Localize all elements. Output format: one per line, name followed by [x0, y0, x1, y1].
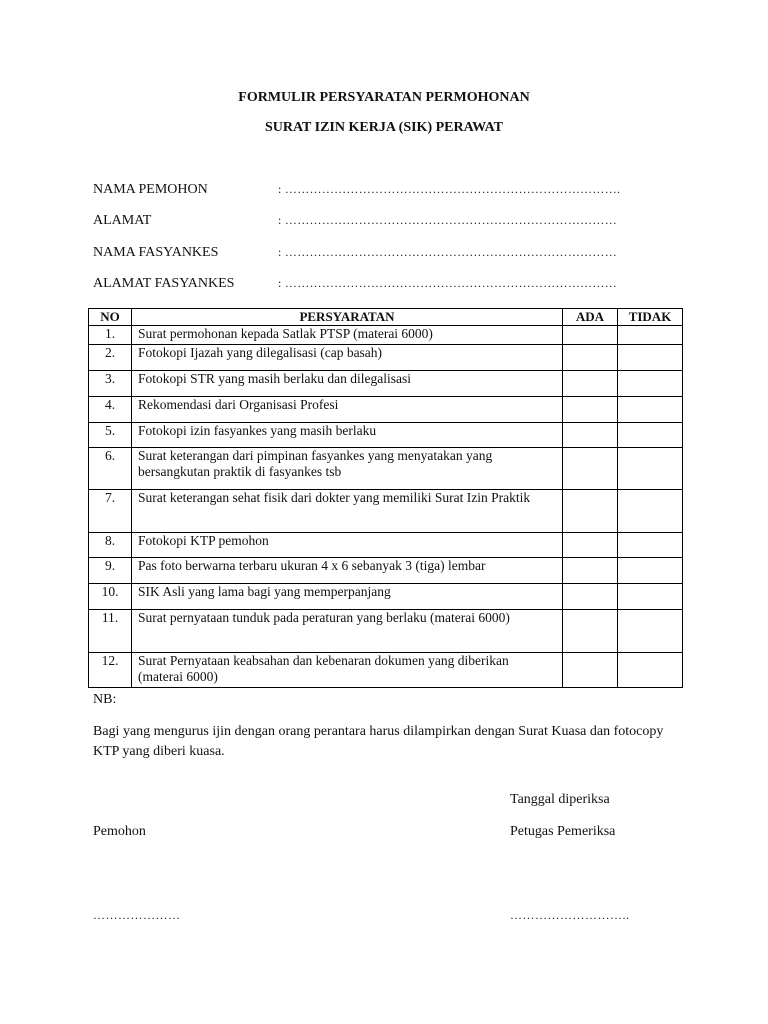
field-label: ALAMAT FASYANKES	[93, 276, 235, 291]
requirements-table	[88, 308, 683, 688]
tidak-checkbox-cell[interactable]	[618, 326, 683, 345]
ada-checkbox-cell[interactable]	[563, 533, 618, 558]
table-row	[89, 423, 683, 448]
table-header-row	[89, 309, 683, 326]
table-row	[89, 558, 683, 584]
nb-label: NB:	[93, 692, 117, 707]
field-alamat	[93, 213, 617, 229]
ada-checkbox-cell[interactable]	[563, 448, 618, 490]
table-row	[89, 397, 683, 423]
table-row	[89, 345, 683, 371]
applicant-signature-line[interactable]: …………………	[93, 908, 181, 922]
row-requirement: Fotokopi Ijazah yang dilegalisasi (cap basah)	[132, 345, 563, 371]
ada-checkbox-cell[interactable]	[563, 326, 618, 345]
form-title: FORMULIR PERSYARATAN PERMOHONAN	[238, 90, 530, 105]
row-requirement: Surat pernyataan tunduk pada peraturan yang berlaku (materai 6000)	[132, 610, 563, 653]
row-requirement: Surat keterangan sehat fisik dari dokter yang memiliki Surat Izin Praktik	[132, 490, 563, 533]
ada-checkbox-cell[interactable]	[563, 490, 618, 533]
field-label: NAMA FASYANKES	[93, 245, 219, 260]
tidak-checkbox-cell[interactable]	[618, 490, 683, 533]
ada-checkbox-cell[interactable]	[563, 423, 618, 448]
row-requirement: Surat permohonan kepada Satlak PTSP (materai 6000)	[132, 326, 563, 345]
row-number: 6.	[89, 448, 132, 490]
applicant-label: Pemohon	[93, 824, 146, 839]
table-row	[89, 326, 683, 345]
field-label: NAMA PEMOHON	[93, 182, 208, 197]
officer-signature-line[interactable]: ………………………..	[510, 908, 630, 922]
tidak-checkbox-cell[interactable]	[618, 371, 683, 397]
tidak-checkbox-cell[interactable]	[618, 397, 683, 423]
ada-checkbox-cell[interactable]	[563, 397, 618, 423]
table-row	[89, 490, 683, 533]
row-number: 10.	[89, 584, 132, 610]
ada-checkbox-cell[interactable]	[563, 610, 618, 653]
tidak-checkbox-cell[interactable]	[618, 533, 683, 558]
row-number: 12.	[89, 653, 132, 688]
tidak-checkbox-cell[interactable]	[618, 610, 683, 653]
row-requirement: Pas foto berwarna terbaru ukuran 4 x 6 sebanyak 3 (tiga) lembar	[132, 558, 563, 584]
row-number: 7.	[89, 490, 132, 533]
row-number: 9.	[89, 558, 132, 584]
table-row	[89, 448, 683, 490]
table-row	[89, 371, 683, 397]
row-requirement: Fotokopi KTP pemohon	[132, 533, 563, 558]
row-number: 3.	[89, 371, 132, 397]
row-number: 2.	[89, 345, 132, 371]
row-number: 11.	[89, 610, 132, 653]
tidak-checkbox-cell[interactable]	[618, 345, 683, 371]
nb-note: Bagi yang mengurus ijin dengan orang perantara harus dilampirkan dengan Surat Kuasa dan fotocopy KTP yang diberi kuasa.	[93, 724, 664, 759]
row-requirement: Surat keterangan dari pimpinan fasyankes yang menyatakan yang bersangkutan praktik di fasyankes tsb	[132, 448, 563, 490]
date-checked-label: Tanggal diperiksa	[510, 792, 610, 807]
tidak-checkbox-cell[interactable]	[618, 558, 683, 584]
row-requirement: SIK Asli yang lama bagi yang memperpanjang	[132, 584, 563, 610]
ada-checkbox-cell[interactable]	[563, 653, 618, 688]
table-row	[89, 533, 683, 558]
field-blank[interactable]: : ………………………………………………………………………	[278, 276, 618, 290]
row-number: 1.	[89, 326, 132, 345]
ada-checkbox-cell[interactable]	[563, 345, 618, 371]
tidak-checkbox-cell[interactable]	[618, 653, 683, 688]
row-number: 5.	[89, 423, 132, 448]
row-number: 8.	[89, 533, 132, 558]
row-requirement: Surat Pernyataan keabsahan dan kebenaran dokumen yang diberikan (materai 6000)	[132, 653, 563, 688]
ada-checkbox-cell[interactable]	[563, 584, 618, 610]
field-nama-fasyankes	[93, 245, 617, 261]
header-no: NO	[89, 309, 132, 326]
header-ada: ADA	[563, 309, 618, 326]
field-blank[interactable]: : ……………………………………………………………………….	[278, 182, 621, 196]
ada-checkbox-cell[interactable]	[563, 558, 618, 584]
officer-label: Petugas Pemeriksa	[510, 824, 616, 839]
header-persyaratan: PERSYARATAN	[132, 309, 563, 326]
header-tidak: TIDAK	[618, 309, 683, 326]
tidak-checkbox-cell[interactable]	[618, 448, 683, 490]
field-alamat-fasyankes	[93, 276, 617, 292]
field-nama-pemohon	[93, 182, 620, 198]
field-blank[interactable]: : ………………………………………………………………………	[278, 245, 618, 259]
tidak-checkbox-cell[interactable]	[618, 423, 683, 448]
row-requirement: Fotokopi STR yang masih berlaku dan dilegalisasi	[132, 371, 563, 397]
row-requirement: Fotokopi izin fasyankes yang masih berlaku	[132, 423, 563, 448]
ada-checkbox-cell[interactable]	[563, 371, 618, 397]
field-blank[interactable]: : ………………………………………………………………………	[278, 213, 618, 227]
field-label: ALAMAT	[93, 213, 152, 228]
tidak-checkbox-cell[interactable]	[618, 584, 683, 610]
row-number: 4.	[89, 397, 132, 423]
row-requirement: Rekomendasi dari Organisasi Profesi	[132, 397, 563, 423]
table-row	[89, 653, 683, 688]
form-subtitle: SURAT IZIN KERJA (SIK) PERAWAT	[264, 120, 504, 135]
table-row	[89, 584, 683, 610]
table-row	[89, 610, 683, 653]
